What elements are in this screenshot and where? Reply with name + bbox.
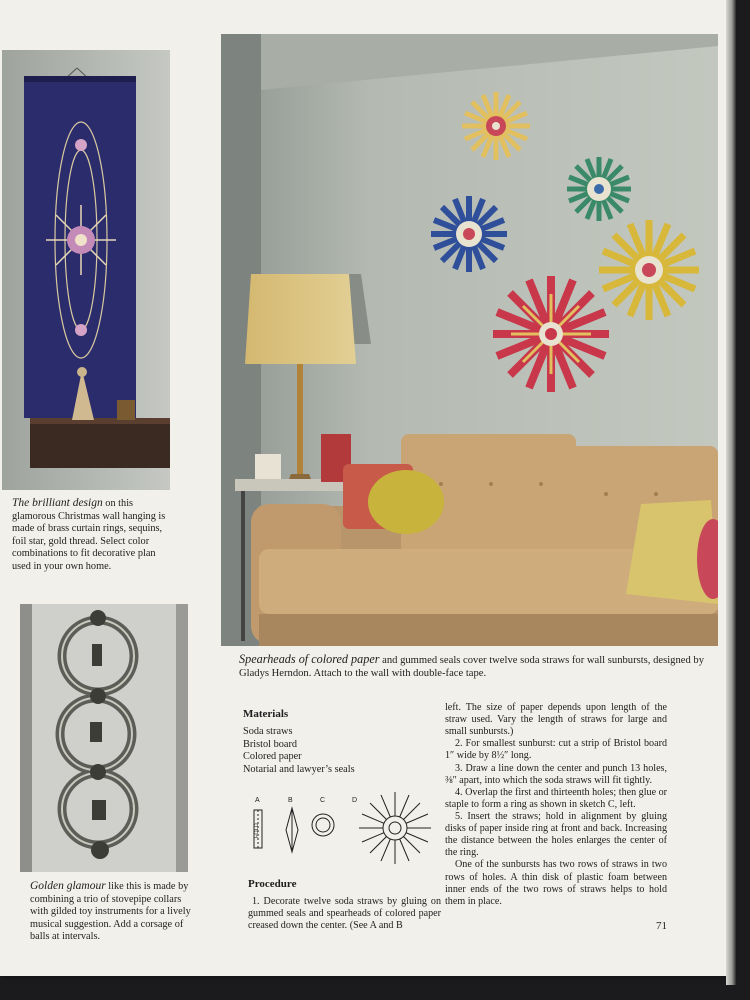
- procedure-step-5: 5. Insert the straws; hold in alignment by gluing disks of paper inside ring at front and back. Increasing the distance between the holes enlarges the center of the ring.: [445, 810, 667, 859]
- procedure-continued: left. The size of paper depends upon length of the straw used. Vary the length of straws for large and small sunbursts.): [445, 702, 667, 738]
- procedure-step-4: 4. Overlap the first and thirteenth holes; then glue or staple to form a ring as shown in sketch C, left.: [445, 786, 667, 810]
- sketch-label-d: D: [352, 797, 358, 804]
- living-room-photo: [221, 34, 718, 646]
- procedure-step-3: 3. Draw a line down the center and punch 13 holes, ⅜″ apart, into which the soda straws will fit tightly.: [445, 762, 667, 786]
- procedure-step-1: 1. Decorate twelve soda straws by gluing on gummed seals and spearheads of colored paper creased down the center. (See A and B: [248, 896, 441, 932]
- list-item: Bristol board: [243, 738, 298, 750]
- caption-lead: Spearheads of colored paper: [239, 652, 380, 666]
- page-number: 71: [656, 920, 667, 932]
- page-edge: [726, 0, 736, 985]
- wall-hanging-photo: [2, 50, 170, 490]
- materials-heading: Materials: [243, 708, 289, 720]
- sunburst-caption: [239, 652, 709, 681]
- caption-text: like this is made by combining a trio of stovepipe collars with gilded toy instruments for a lively musical suggestion. Add a corsage of balls at intervals.: [30, 881, 191, 943]
- caption-text: on this glamorous Christmas wall hanging is made of brass curtain rings, sequins, foil star, gold thread. Select color combinations to fit decorative plan used in your own home.: [12, 498, 166, 572]
- sunburst-sketch: [240, 790, 445, 875]
- wall-hanging-caption: [12, 496, 174, 573]
- caption-text: and gummed seals cover twelve soda straws for wall sunbursts, designed by Gladys Herndon. Attach to the wall with double-face tape.: [239, 655, 704, 679]
- list-item: Colored paper: [243, 751, 302, 763]
- sketch-label-b: B: [288, 797, 293, 804]
- procedure-heading: Procedure: [248, 878, 297, 890]
- procedure-note: One of the sunbursts has two rows of straws in two rows of holes. A thin disk of plastic foam between inner ends of the two rows of straws helps to hold them in place.: [445, 859, 667, 907]
- sketch-label-c: C: [320, 797, 326, 804]
- list-item: Soda straws: [243, 726, 293, 737]
- caption-lead: Golden glamour: [30, 880, 106, 892]
- sketch-fold-label: FOLD: [254, 823, 260, 838]
- procedure-column: [445, 702, 667, 908]
- procedure-step-2: 2. For smallest sunburst: cut a strip of Bristol board 1″ wide by 8½″ long.: [445, 738, 667, 762]
- materials-list: [243, 726, 355, 776]
- golden-rings-photo: [20, 604, 188, 872]
- sketch-c-ring: [312, 814, 334, 836]
- sketch-d-sunburst: [359, 792, 431, 864]
- list-item: Notarial and lawyer’s seals: [243, 763, 355, 775]
- golden-glamour-caption: [30, 879, 192, 944]
- caption-lead: The brilliant design: [12, 497, 103, 509]
- sketch-label-a: A: [255, 797, 260, 804]
